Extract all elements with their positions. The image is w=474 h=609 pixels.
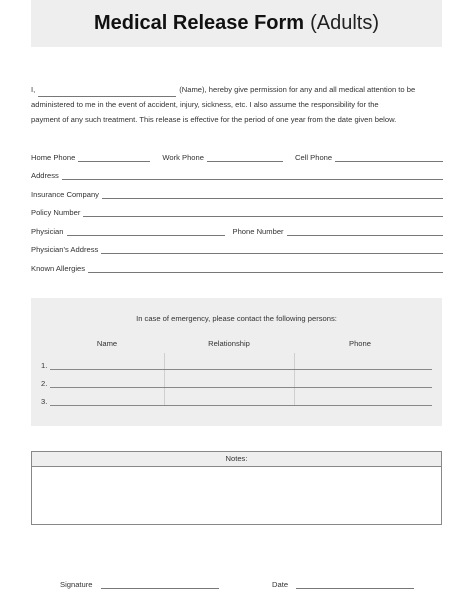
work-phone-label: Work Phone bbox=[162, 153, 204, 162]
physician-label: Physician bbox=[31, 227, 64, 236]
emergency-contact-line-3[interactable] bbox=[50, 405, 432, 406]
title-qualifier: (Adults) bbox=[310, 12, 379, 34]
consent-line3: payment of any such treatment. This release is effective for the period of one year from the date given below. bbox=[31, 115, 397, 124]
phone-number-label: Phone Number bbox=[232, 227, 284, 236]
notes-box bbox=[31, 451, 442, 525]
physicians-address-field[interactable] bbox=[101, 246, 443, 254]
date-field[interactable] bbox=[296, 581, 414, 589]
physicians-address-label: Physician's Address bbox=[31, 245, 99, 254]
column-relationship: Relationship bbox=[208, 339, 250, 348]
column-name: Name bbox=[96, 339, 118, 348]
phone-row bbox=[31, 150, 443, 162]
form-title bbox=[31, 0, 442, 47]
column-divider bbox=[294, 353, 295, 405]
allergies-row bbox=[31, 261, 443, 273]
emergency-contact-line-2[interactable] bbox=[50, 387, 432, 388]
cell-phone-label: Cell Phone bbox=[294, 153, 333, 162]
notes-label: Notes: bbox=[32, 452, 441, 467]
column-divider bbox=[164, 353, 165, 405]
emergency-contacts-section bbox=[31, 298, 442, 426]
signature-row bbox=[60, 577, 219, 589]
row-number: 2. bbox=[41, 379, 48, 388]
address-row bbox=[31, 168, 443, 180]
consent-line1: (Name), hereby give permission for any and all medical attention to be bbox=[179, 85, 416, 94]
address-field[interactable] bbox=[62, 172, 443, 180]
policy-number-field[interactable] bbox=[83, 209, 443, 217]
physician-field[interactable] bbox=[67, 228, 225, 236]
cell-phone-field[interactable] bbox=[335, 154, 443, 162]
home-phone-field[interactable] bbox=[78, 154, 150, 162]
emergency-title: In case of emergency, please contact the following persons: bbox=[136, 314, 337, 323]
consent-line2: administered to me in the event of accident, injury, sickness, etc. I also assume the responsibility for the bbox=[31, 100, 379, 109]
emergency-contact-line-1[interactable] bbox=[50, 369, 432, 370]
title-main: Medical Release Form bbox=[94, 12, 305, 34]
insurance-row bbox=[31, 187, 443, 199]
home-phone-label: Home Phone bbox=[31, 153, 76, 162]
name-field[interactable] bbox=[38, 87, 176, 97]
signature-label: Signature bbox=[60, 580, 93, 589]
physician-row bbox=[31, 224, 443, 236]
address-label: Address bbox=[31, 171, 59, 180]
date-label: Date bbox=[272, 580, 289, 589]
work-phone-field[interactable] bbox=[207, 154, 283, 162]
row-number: 1. bbox=[41, 361, 48, 370]
insurance-company-field[interactable] bbox=[102, 191, 443, 199]
policy-number-label: Policy Number bbox=[31, 208, 81, 217]
insurance-company-label: Insurance Company bbox=[31, 190, 99, 199]
known-allergies-label: Known Allergies bbox=[31, 264, 86, 273]
known-allergies-field[interactable] bbox=[88, 265, 443, 273]
row-number: 3. bbox=[41, 397, 48, 406]
consent-paragraph bbox=[31, 82, 443, 127]
policy-row bbox=[31, 205, 443, 217]
notes-area[interactable] bbox=[32, 467, 441, 524]
physician-phone-field[interactable] bbox=[287, 228, 443, 236]
signature-field[interactable] bbox=[101, 581, 219, 589]
date-row bbox=[272, 577, 414, 589]
consent-prefix: I, bbox=[31, 85, 36, 94]
column-phone: Phone bbox=[349, 339, 371, 348]
physicians-address-row bbox=[31, 242, 443, 254]
